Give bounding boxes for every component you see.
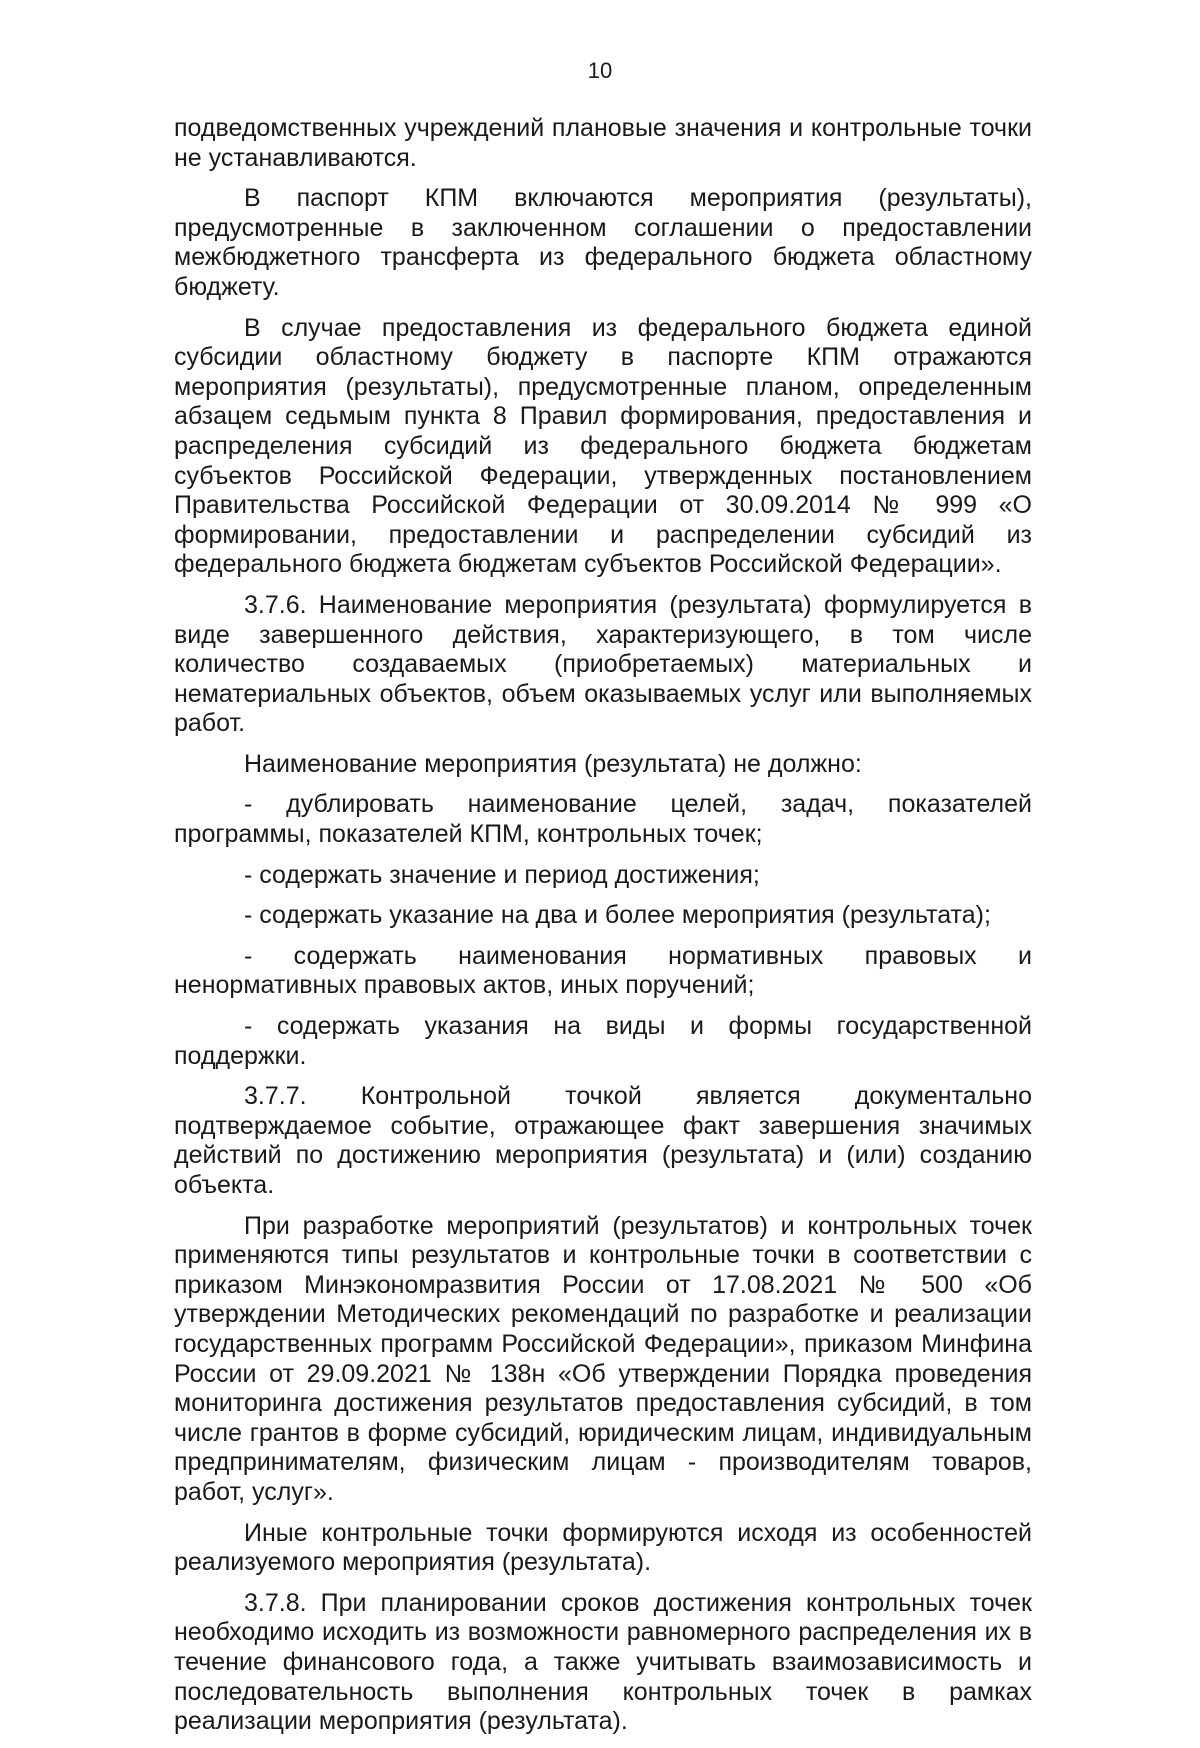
list-item-duplicate: - дублировать наименование целей, задач, показателей программы, показателей КПМ, контрольных точек; — [174, 790, 1032, 849]
paragraph-3-7-7: 3.7.7. Контрольной точкой является документально подтверждаемое событие, отражающее факт завершения значимых действий по достижению мероприятия (результата) и (или) созданию объекта. — [174, 1082, 1032, 1199]
paragraph-3-7-8: 3.7.8. При планировании сроков достижения контрольных точек необходимо исходить из возможности равномерного распределения их в течение финансового года, а также учитывать взаимозависимость и последовательность выполнения контрольных точек в рамках реализации мероприятия (результата). — [174, 1588, 1032, 1736]
list-item-value-period: - содержать значение и период достижения; — [244, 860, 760, 889]
page-number: 10 — [587, 58, 613, 83]
paragraph-other-control-points: Иные контрольные точки формируются исходя из особенностей реализуемого мероприятия (результата). — [174, 1518, 1032, 1577]
paragraph-3-7-6: 3.7.6. Наименование мероприятия (результата) формулируется в виде завершенного действия, характеризующего, в том числе количество создаваемых (приобретаемых) материальных и нематериальных объектов, объем оказываемых услуг или выполняемых работ. — [174, 590, 1032, 738]
paragraph-development: При разработке мероприятий (результатов) и контрольных точек применяются типы результатов и контрольные точки в соответствии с приказом Минэкономразвития России от 17.08.2021 № 500 «Об утверждении Методических рекомендаций по разработке и реализации государственных программ Российской Федерации», приказом Минфина России от 29.09.2021 № 138н «Об утверждении Порядка проведения мониторинга достижения результатов предоставления субсидий, в том числе грантов в форме субсидий, юридическим лицам, индивидуальным предпринимателям, физическим лицам - производителям товаров, работ, услуг». — [174, 1211, 1032, 1506]
list-item-legal-acts: - содержать наименования нормативных правовых и ненормативных правовых актов, иных поручений; — [174, 941, 1032, 1000]
paragraph-kpm-passport: В паспорт КПМ включаются мероприятия (результаты), предусмотренные в заключенном соглашении о предоставлении межбюджетного трансферта из федерального бюджета областному бюджету. — [174, 184, 1032, 301]
paragraph-name-must-not: Наименование мероприятия (результата) не должно: — [244, 749, 862, 778]
paragraph-continuation: подведомственных учреждений плановые значения и контрольные точки не устанавливаются. — [174, 114, 1032, 172]
list-item-support-forms: - содержать указания на виды и формы государственной поддержки. — [174, 1012, 1032, 1070]
document-body — [174, 114, 1032, 1748]
list-item-two-or-more: - содержать указание на два и более мероприятия (результата); — [244, 901, 991, 930]
paragraph-single-subsidy: В случае предоставления из федерального бюджета единой субсидии областному бюджету в паспорте КПМ отражаются мероприятия (результаты), предусмотренные планом, определенным абзацем седьмым пункта 8 Правил формирования, предоставления и распределения субсидий из федерального бюджета бюджетам субъектов Российской Федерации, утвержденных постановлением Правительства Российской Федерации от 30.09.2014 № 999 «О формировании, предоставлении и распределении субсидий из федерального бюджета бюджетам субъектов Российской Федерации». — [174, 313, 1032, 579]
